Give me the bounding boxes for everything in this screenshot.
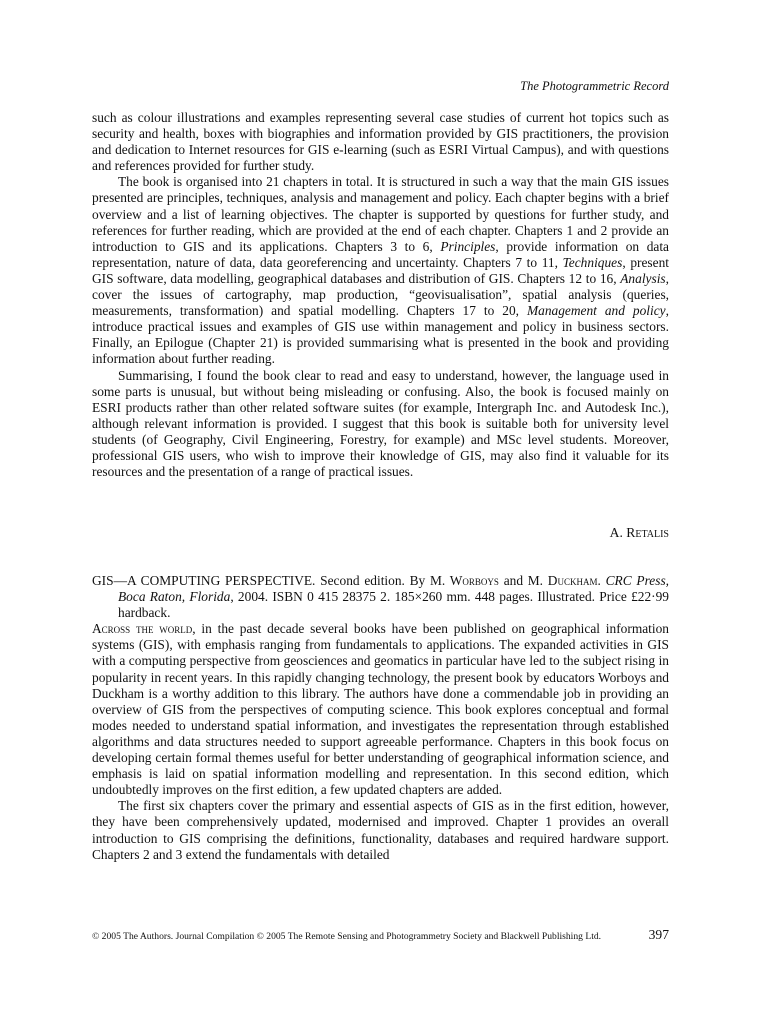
review1-paragraph-2: The book is organised into 21 chapters in total. It is structured in such a way that the main GIS issues presented are principles, techniques, analysis and management and policy. Each chapter begins with a brief overview and a list of learning objectives. The chapter is supported by questions for further study, and references for further reading, which are provided at the end of each chapter. Chapters 1 and 2 provide an introduction to GIS and its applications. Chapters 3 to 6, Principles, provide information on data representation, nature of data, data georeferencing and uncertainty. Chapters 7 to 11, Techniques, present GIS software, data modelling, geographical databases and distribution of GIS. Chapters 12 to 16, Analysis, cover the issues of cartography, map production, “geovisualisation”, spatial analysis (queries, measurements, transformation) and spatial modelling. Chapters 17 to 20, Management and policy, introduce practical issues and examples of GIS use within management and policy in business sectors. Finally, an Epilogue (Chapter 21) is provided summarising what is presented in the book and providing information about further reading. xyxy=(92,174,669,367)
review1-paragraph-1: such as colour illustrations and examples representing several case studies of current hot topics such as security and health, boxes with biographies and information provided by GIS practitioners, the provision and dedication to Internet resources for GIS e-learning (such as ESRI Virtual Campus), and with questions and references provided for further study. xyxy=(92,110,669,174)
review2-paragraph-1: Across the world, in the past decade several books have been published on geographical information systems (GIS), with emphasis ranging from fundamentals to applications. The expanded activities in GIS with a computing perspective from geosciences and geomatics in particular have led to the subject rising in popularity in recent years. In this rapidly changing technology, the present book by educators Worboys and Duckham is a worthy addition to this library. The authors have done a commendable job in providing an overview of GIS from the perspectives of computing science. This book explores conceptual and formal modes needed to understand spatial information, and investigates the representation through established algorithms and data structures needed to support agreeable performance. Chapters in this book focus on developing certain formal themes useful for better understanding of geographical information science, and emphasis is laid on spatial information modelling and representation. In this second edition, which undoubtedly improves on the first edition, a few updated chapters are added. xyxy=(92,621,670,798)
book-citation: GIS—A COMPUTING PERSPECTIVE. Second edition. By M. Worboys and M. Duckham. CRC Press, Boca Raton, Florida, 2004. ISBN 0 415 28375 2. 185×260 mm. 448 pages. Illustrated. Price £22·99 hardback. xyxy=(92,573,670,621)
review2-body xyxy=(92,573,669,863)
reviewer-signature: A. Retalis xyxy=(609,525,669,540)
review1-paragraph-3: Summarising, I found the book clear to read and easy to understand, however, the language used in some parts is unusual, but without being misleading or confusing. Also, the book is focused mainly on ESRI products rather than other related software suites (for example, Intergraph Inc. and Autodesk Inc.), although relevant information is provided. I suggest that this book is suitable both for university level students (of Geography, Civil Engineering, Forestry, for example) and MSc level students. Moreover, professional GIS users, who wish to improve their knowledge of GIS, may also find it valuable for its resources and the presentation of a range of practical issues. xyxy=(92,367,669,480)
review2-paragraph-2: The first six chapters cover the primary and essential aspects of GIS as in the first edition, however, they have been comprehensively updated, modernised and improved. Chapter 1 provides an overall introduction to GIS comprising the definitions, functionality, databases and required hardware support. Chapters 2 and 3 extend the fundamentals with detailed xyxy=(92,798,669,862)
page-footer xyxy=(92,927,669,943)
running-head: The Photogrammetric Record xyxy=(520,79,669,93)
page-number: 397 xyxy=(648,927,669,942)
copyright-notice: © 2005 The Authors. Journal Compilation © 2005 The Remote Sensing and Photogrammetry Society and Blackwell Publishing Ltd. xyxy=(92,931,602,942)
review1-body xyxy=(92,110,669,480)
